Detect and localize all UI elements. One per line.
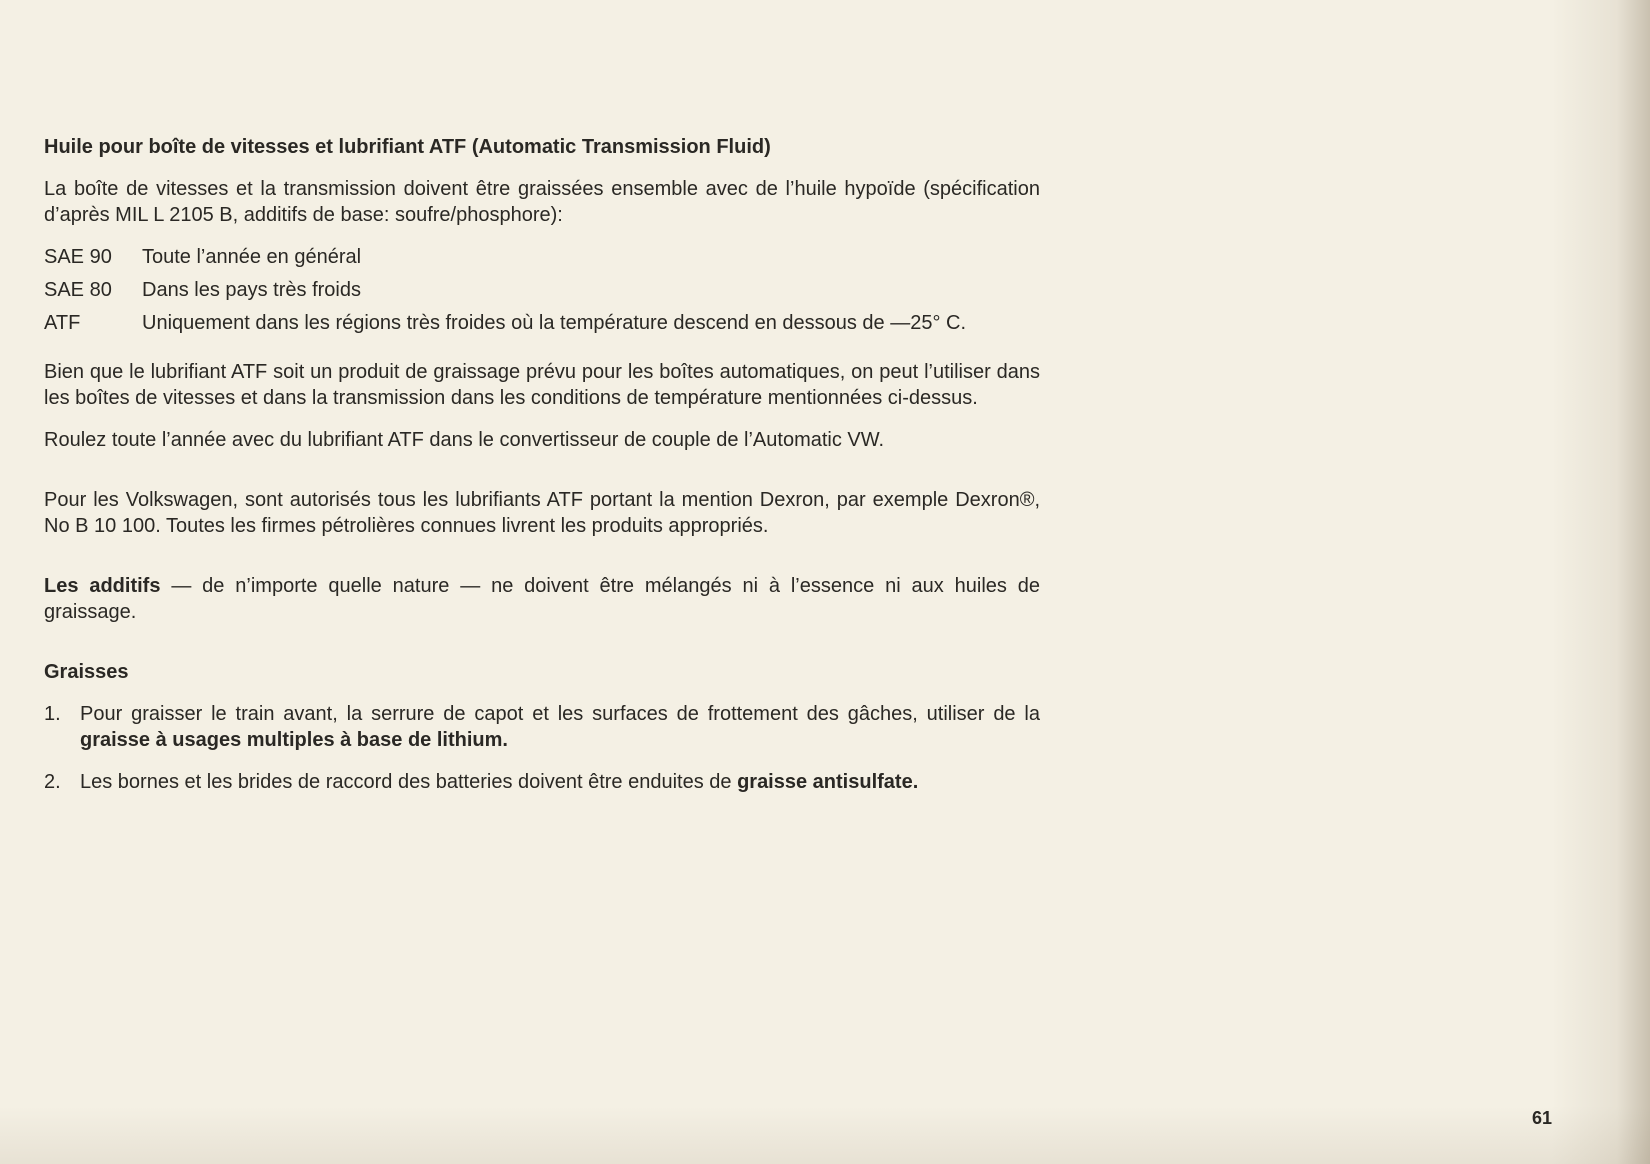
spec-description: Uniquement dans les régions très froides où la température descend en dessous de —25° C. bbox=[142, 312, 967, 334]
spec-code: SAE 80 bbox=[44, 279, 112, 301]
spec-description: Dans les pays très froids bbox=[142, 279, 361, 301]
list-item-text-bold: graisse à usages multiples à base de lithium. bbox=[80, 729, 508, 751]
additives-text: — de n’importe quelle nature — ne doivent être mélangés ni à l’essence ni aux huiles de graissage. bbox=[44, 575, 1041, 623]
spec-row-atf bbox=[44, 310, 1040, 336]
section-heading-greases: Graisses bbox=[44, 661, 129, 683]
spec-code: ATF bbox=[44, 312, 81, 334]
list-item bbox=[44, 701, 1040, 753]
page-number: 61 bbox=[1532, 1108, 1553, 1128]
paragraph-additives bbox=[44, 573, 1040, 625]
spec-row-sae80 bbox=[44, 277, 1040, 303]
spec-code: SAE 90 bbox=[44, 246, 112, 268]
spec-description: Toute l’année en général bbox=[142, 246, 362, 268]
paragraph-converter: Roulez toute l’année avec du lubrifiant ATF dans le convertisseur de couple de l’Automatic VW. bbox=[44, 429, 885, 451]
paragraph-atf-usage: Bien que le lubrifiant ATF soit un produit de graissage prévu pour les boîtes automatiques, on peut l’utiliser dans les boîtes de vitesses et dans la transmission dans les conditions de température mentionnées ci-dessus. bbox=[44, 361, 1040, 409]
spec-row-sae90 bbox=[44, 244, 1040, 270]
list-item-text bbox=[80, 701, 1040, 753]
page-content bbox=[44, 134, 1040, 795]
paragraph-dexron: Pour les Volkswagen, sont autorisés tous les lubrifiants ATF portant la mention Dexron, par exemple Dexron®, No B 10 100. Toutes les firmes pétrolières connues livrent les produits appropriés. bbox=[44, 489, 1040, 537]
list-item-text-bold: graisse antisulfate. bbox=[737, 771, 919, 793]
list-item-text bbox=[80, 769, 1040, 795]
list-item bbox=[44, 769, 1040, 795]
list-marker: 2. bbox=[44, 771, 61, 793]
section-heading-gear-oil: Huile pour boîte de vitesses et lubrifiant ATF (Automatic Transmission Fluid) bbox=[44, 136, 771, 158]
additives-bold: Les additifs bbox=[44, 575, 161, 597]
list-item-text-regular: Les bornes et les brides de raccord des batteries doivent être enduites de bbox=[80, 771, 738, 793]
list-item-text-regular: Pour graisser le train avant, la serrure de capot et les surfaces de frottement des gâches, utiliser de la bbox=[80, 703, 1040, 725]
paragraph-intro: La boîte de vitesses et la transmission doivent être graissées ensemble avec de l’huile hypoïde (spécification d’après MIL L 2105 B, additifs de base: soufre/phosphore): bbox=[44, 178, 1040, 226]
list-marker: 1. bbox=[44, 703, 61, 725]
